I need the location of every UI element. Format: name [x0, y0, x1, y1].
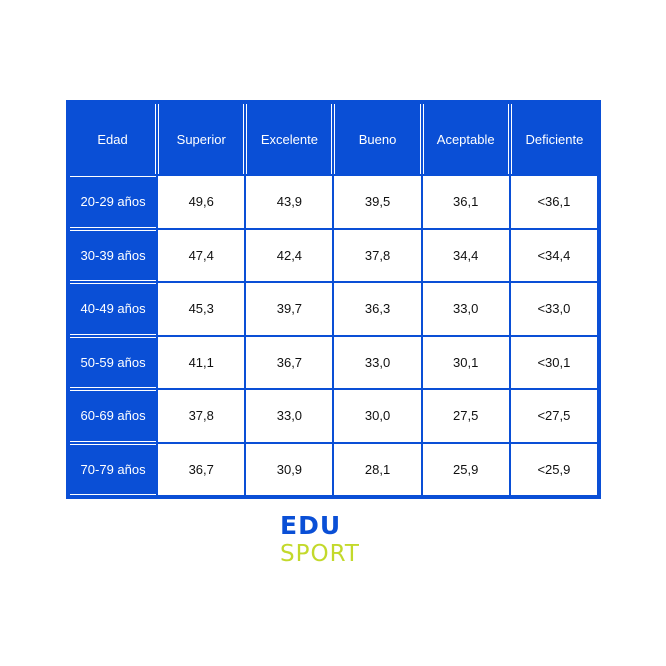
value-cell: <25,9	[511, 444, 597, 496]
header-bueno: Bueno	[334, 104, 420, 174]
logo-edu-text: EDU	[280, 511, 342, 540]
header-edad: Edad	[70, 104, 156, 174]
header-row	[70, 104, 597, 174]
age-cell: 60-69 años	[70, 390, 156, 442]
vo2-table-container	[66, 100, 601, 499]
value-cell: 30,0	[334, 390, 420, 442]
age-cell: 50-59 años	[70, 337, 156, 389]
value-cell: 27,5	[423, 390, 509, 442]
value-cell: 30,9	[246, 444, 332, 496]
table-row	[70, 390, 597, 442]
value-cell: 41,1	[158, 337, 244, 389]
table-row	[70, 337, 597, 389]
value-cell: <36,1	[511, 176, 597, 228]
logo-sport-text: SPORT	[280, 541, 360, 567]
value-cell: 33,0	[334, 337, 420, 389]
header-excelente: Excelente	[246, 104, 332, 174]
value-cell: 36,1	[423, 176, 509, 228]
value-cell: 33,0	[246, 390, 332, 442]
value-cell: 36,3	[334, 283, 420, 335]
value-cell: 43,9	[246, 176, 332, 228]
table-row	[70, 176, 597, 228]
value-cell: <34,4	[511, 230, 597, 282]
value-cell: 39,7	[246, 283, 332, 335]
header-superior: Superior	[158, 104, 244, 174]
value-cell: 28,1	[334, 444, 420, 496]
value-cell: 45,3	[158, 283, 244, 335]
table-row	[70, 283, 597, 335]
value-cell: 30,1	[423, 337, 509, 389]
age-cell: 30-39 años	[70, 230, 156, 282]
age-cell: 70-79 años	[70, 444, 156, 496]
value-cell: 33,0	[423, 283, 509, 335]
value-cell: 36,7	[158, 444, 244, 496]
table-row	[70, 444, 597, 496]
value-cell: 36,7	[246, 337, 332, 389]
value-cell: 39,5	[334, 176, 420, 228]
header-aceptable: Aceptable	[423, 104, 509, 174]
value-cell: <27,5	[511, 390, 597, 442]
age-cell: 20-29 años	[70, 176, 156, 228]
vo2-table	[68, 102, 599, 497]
value-cell: 49,6	[158, 176, 244, 228]
edu-sport-logo	[280, 512, 400, 568]
value-cell: 34,4	[423, 230, 509, 282]
header-deficiente: Deficiente	[511, 104, 597, 174]
table-row	[70, 230, 597, 282]
value-cell: <33,0	[511, 283, 597, 335]
value-cell: 47,4	[158, 230, 244, 282]
value-cell: 37,8	[158, 390, 244, 442]
age-cell: 40-49 años	[70, 283, 156, 335]
value-cell: <30,1	[511, 337, 597, 389]
value-cell: 25,9	[423, 444, 509, 496]
value-cell: 42,4	[246, 230, 332, 282]
value-cell: 37,8	[334, 230, 420, 282]
